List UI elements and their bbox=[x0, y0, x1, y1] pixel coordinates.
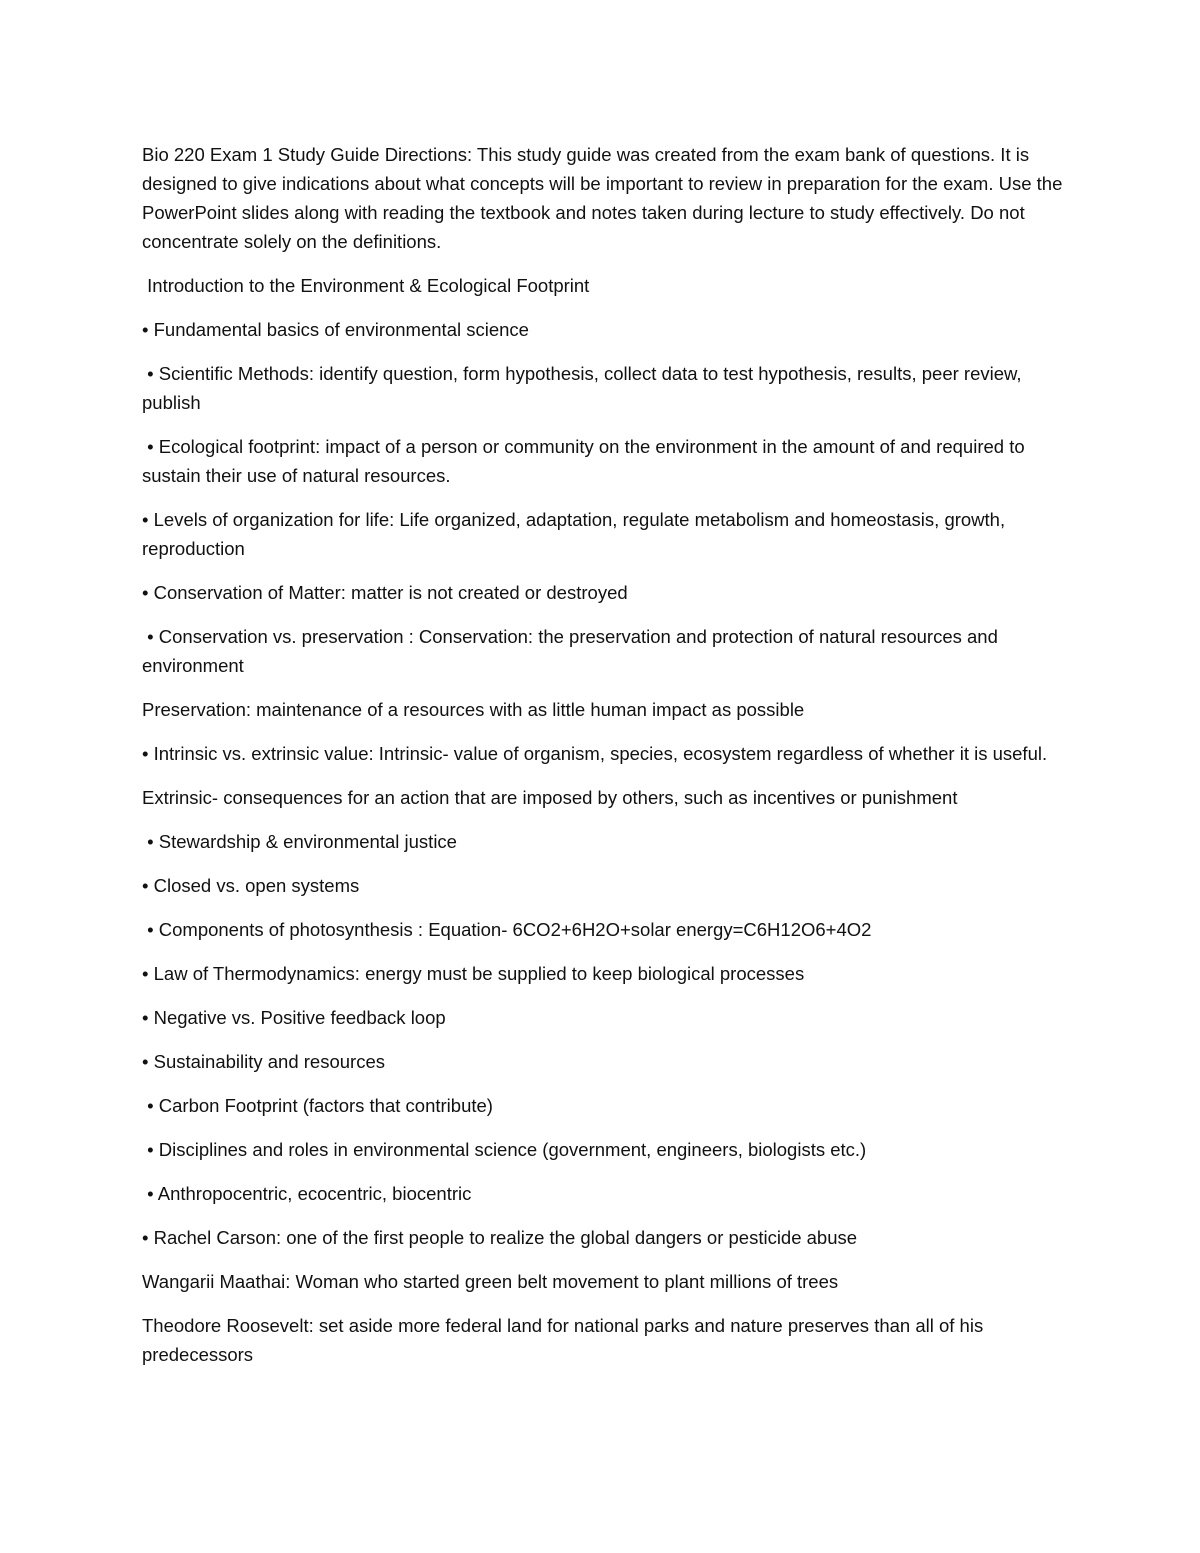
bullet-item: • Conservation vs. preservation : Conservation: the preservation and protection of natural resources and environment bbox=[142, 626, 1004, 676]
bullet-item: • Conservation of Matter: matter is not created or destroyed bbox=[142, 582, 628, 603]
text-paragraph: Preservation: maintenance of a resources with as little human impact as possible bbox=[142, 699, 805, 720]
bullet-item: • Disciplines and roles in environmental science (government, engineers, biologists etc.) bbox=[142, 1139, 867, 1160]
bullet-item: • Law of Thermodynamics: energy must be supplied to keep biological processes bbox=[142, 963, 805, 984]
bullet-item: • Rachel Carson: one of the first people to realize the global dangers or pesticide abuse bbox=[142, 1227, 858, 1248]
bullet-item: • Scientific Methods: identify question, form hypothesis, collect data to test hypothesis, results, peer review, publish bbox=[142, 363, 1027, 413]
bullet-item: • Carbon Footprint (factors that contribute) bbox=[142, 1095, 493, 1116]
bullet-item: • Stewardship & environmental justice bbox=[142, 831, 457, 852]
bullet-item: • Components of photosynthesis : Equation- 6CO2+6H2O+solar energy=C6H12O6+4O2 bbox=[142, 919, 872, 940]
bullet-item: • Fundamental basics of environmental science bbox=[142, 319, 529, 340]
document-page bbox=[142, 140, 1072, 1384]
text-paragraph: Wangarii Maathai: Woman who started green belt movement to plant millions of trees bbox=[142, 1271, 839, 1292]
bullet-item: • Sustainability and resources bbox=[142, 1051, 385, 1072]
bullet-item: • Intrinsic vs. extrinsic value: Intrinsic- value of organism, species, ecosystem regardless of whether it is useful. bbox=[142, 743, 1048, 764]
directions-paragraph: Bio 220 Exam 1 Study Guide Directions: This study guide was created from the exam bank of questions. It is designed to give indications about what concepts will be important to review in preparation for the exam. Use the PowerPoint slides along with reading the textbook and notes taken during lecture to study effectively. Do not concentrate solely on the definitions. bbox=[142, 144, 1068, 252]
section-heading: Introduction to the Environment & Ecological Footprint bbox=[142, 275, 590, 296]
text-paragraph: Theodore Roosevelt: set aside more federal land for national parks and nature preserves than all of his predecessors bbox=[142, 1315, 989, 1365]
bullet-item: • Closed vs. open systems bbox=[142, 875, 360, 896]
bullet-item: • Anthropocentric, ecocentric, biocentric bbox=[142, 1183, 472, 1204]
bullet-item: • Ecological footprint: impact of a person or community on the environment in the amount of and required to sustain their use of natural resources. bbox=[142, 436, 1030, 486]
text-paragraph: Extrinsic- consequences for an action that are imposed by others, such as incentives or punishment bbox=[142, 787, 958, 808]
bullet-item: • Levels of organization for life: Life organized, adaptation, regulate metabolism and homeostasis, growth, reproduction bbox=[142, 509, 1011, 559]
bullet-item: • Negative vs. Positive feedback loop bbox=[142, 1007, 446, 1028]
